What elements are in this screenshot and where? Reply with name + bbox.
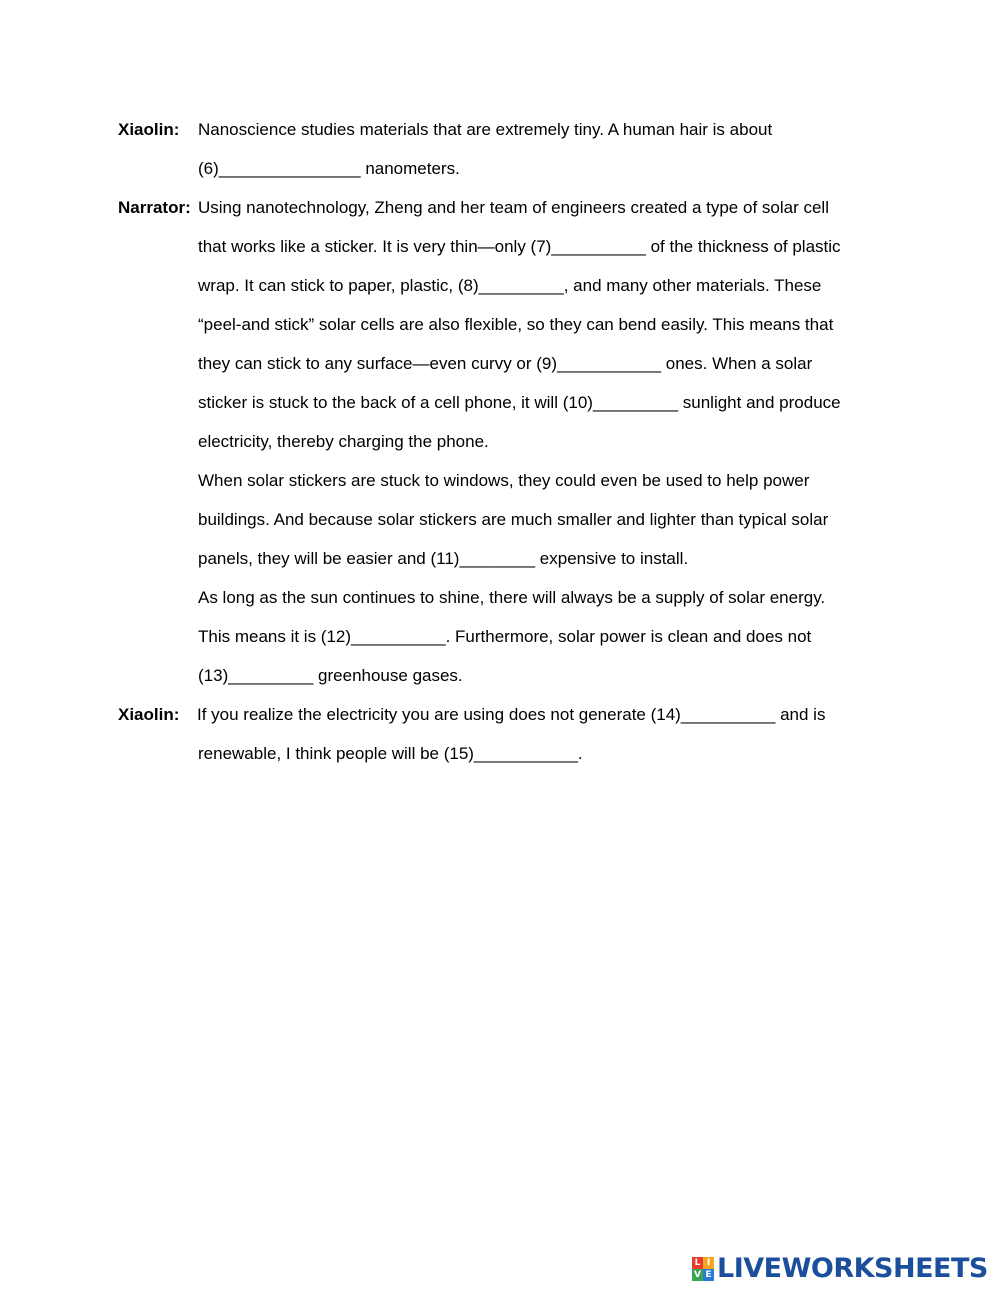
dialogue-line-blank-13: (13)_________ greenhouse gases. <box>198 666 463 685</box>
dialogue-line: When solar stickers are stuck to windows, they could even be used to help power <box>198 471 810 490</box>
logo-badge-letter: I <box>703 1257 714 1269</box>
logo-badge-letter: E <box>703 1269 714 1281</box>
logo-text: LIVEWORKSHEETS <box>717 1253 988 1284</box>
speaker-label-narrator: Narrator: <box>118 198 191 217</box>
dialogue-line-blank-8: wrap. It can stick to paper, plastic, (8)_________, and many other materials. These <box>198 276 822 295</box>
speaker-label-xiaolin-1: Xiaolin: <box>118 120 180 139</box>
dialogue-line-blank-15: renewable, I think people will be (15)___________. <box>198 744 583 763</box>
dialogue-line-blank-9: they can stick to any surface—even curvy or (9)___________ ones. When a solar <box>198 354 813 373</box>
dialogue-line: buildings. And because solar stickers are much smaller and lighter than typical solar <box>198 510 829 529</box>
dialogue-line: electricity, thereby charging the phone. <box>198 432 489 451</box>
liveworksheets-logo <box>692 1254 988 1284</box>
dialogue-line-blank-6: (6)_______________ nanometers. <box>198 159 460 178</box>
dialogue-line-blank-10: sticker is stuck to the back of a cell phone, it will (10)_________ sunlight and produce <box>198 393 841 412</box>
dialogue-line: Nanoscience studies materials that are extremely tiny. A human hair is about <box>198 120 773 139</box>
dialogue-line-blank-7: that works like a sticker. It is very thin—only (7)__________ of the thickness of plastic <box>198 237 841 256</box>
dialogue-line: “peel-and stick” solar cells are also flexible, so they can bend easily. This means that <box>198 315 834 334</box>
logo-badge-letter: V <box>692 1269 703 1281</box>
dialogue-line-blank-14: If you realize the electricity you are using does not generate (14)__________ and is <box>197 705 826 724</box>
logo-badge-icon <box>692 1257 714 1281</box>
logo-badge-letter: L <box>692 1257 703 1269</box>
dialogue-line: As long as the sun continues to shine, there will always be a supply of solar energy. <box>198 588 826 607</box>
speaker-label-xiaolin-2: Xiaolin: <box>118 705 180 724</box>
dialogue-line: Using nanotechnology, Zheng and her team of engineers created a type of solar cell <box>198 198 829 217</box>
dialogue-line-blank-11: panels, they will be easier and (11)________ expensive to install. <box>198 549 689 568</box>
dialogue-line-blank-12: This means it is (12)__________. Furthermore, solar power is clean and does not <box>198 627 812 646</box>
